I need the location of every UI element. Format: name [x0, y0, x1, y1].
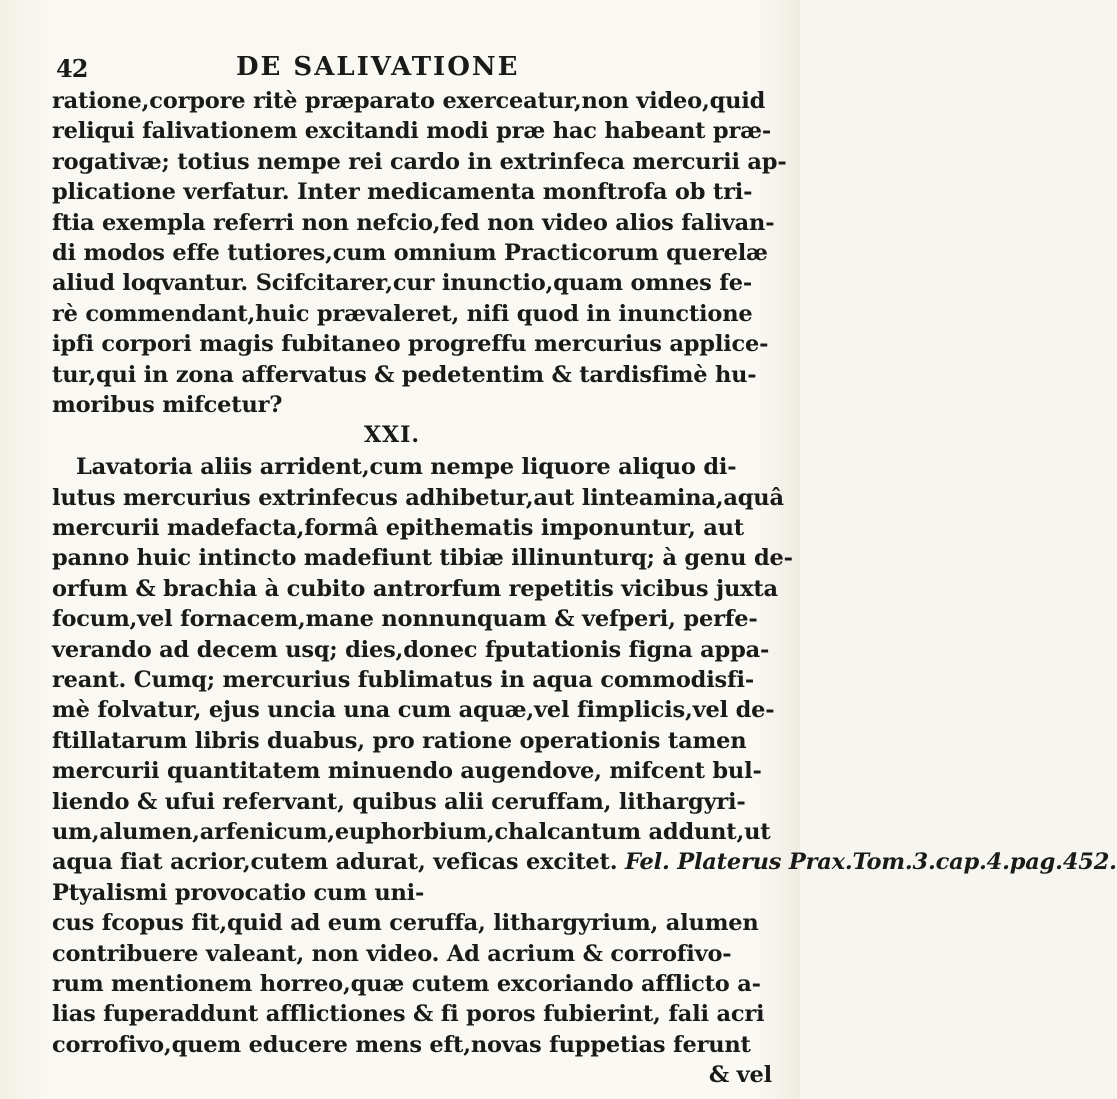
text-line: rum mentionem horreo,quæ cutem excoriando afflicto a-	[52, 970, 761, 997]
text-line: rogativæ; totius nempe rei cardo in extrinfeca mercurii ap-	[52, 148, 787, 175]
text-line: reant. Cumq; mercurius fublimatus in aqua commodisfi-	[52, 667, 754, 694]
text-line: ratione,corpore ritè præparato exerceatur,non video,quid	[52, 88, 766, 114]
text-line: um,alumen,arfenicum,euphorbium,chalcantum addunt,ut	[52, 818, 771, 845]
text-line: ipfi corpori magis fubitaneo progreffu mercurius applice-	[52, 331, 769, 358]
text-line: aliud loqvantur. Scifcitarer,cur inunctio,quam omnes fe-	[52, 270, 753, 297]
text-line: corrofivo,quem educere mens eft,novas fuppetias ferunt	[52, 1031, 751, 1058]
page-number: 42	[56, 54, 88, 83]
text-line: contribuere valeant, non video. Ad acrium & corrofivo-	[52, 940, 732, 967]
text-line: cus fcopus fit,quid ad eum ceruffa, lithargyrium, alumen	[52, 910, 759, 937]
text-line: ftillatarum libris duabus, pro ratione operationis tamen	[52, 727, 747, 754]
text-line: panno huic intincto madefiunt tibiæ illinunturq; à genu de-	[52, 545, 793, 572]
text-line: focum,vel fornacem,mane nonnunquam & vefperi, perfe-	[52, 606, 758, 633]
citation-reference: Fel. Platerus Prax.Tom.3.cap.4.pag.452.	[624, 849, 1117, 876]
catchword: & vel	[708, 1062, 772, 1089]
text-line: plicatione verfatur. Inter medicamenta monftrofa ob tri-	[52, 179, 753, 206]
text-line: rè commendant,huic prævaleret, nifi quod in inunctione	[52, 300, 753, 327]
text-line: moribus mifcetur?	[52, 391, 283, 418]
text-line: mercurii madefacta,formâ epithematis imponuntur, aut	[52, 515, 745, 542]
text-line: orfum & brachia à cubito antrorfum repetitis vicibus juxta	[52, 575, 778, 602]
page-header	[56, 52, 756, 88]
text-line: mè folvatur, ejus uncia una cum aquæ,vel fimplicis,vel de-	[52, 697, 775, 724]
text-line: Ptyalismi provocatio cum uni-	[52, 879, 425, 906]
running-title: DE SALIVATIONE	[236, 52, 520, 82]
text-line: mercurii quantitatem minuendo augendove, mifcent bul-	[52, 758, 762, 785]
body-text	[52, 86, 1117, 1091]
text-line: reliqui falivationem excitandi modi præ hac habeant præ-	[52, 118, 771, 145]
text-fragment: aqua fiat acrior,cutem adurat, veficas excitet.	[52, 849, 618, 876]
text-line: Lavatoria aliis arrident,cum nempe liquore aliquo di-	[76, 454, 737, 481]
text-line: liendo & ufui refervant, quibus alii ceruffam, lithargyri-	[52, 788, 746, 815]
text-line: verando ad decem usq; dies,donec fputationis figna appa-	[52, 636, 770, 663]
text-line: di modos effe tutiores,cum omnium Practicorum querelæ	[52, 239, 768, 266]
text-line-with-reference	[52, 847, 1117, 877]
text-line: lutus mercurius extrinfecus adhibetur,aut linteamina,aquâ	[52, 484, 784, 511]
text-line: tur,qui in zona affervatus & pedetentim & tardisfimè hu-	[52, 361, 757, 388]
section-heading: XXI.	[363, 422, 421, 449]
text-line: lias fuperaddunt afflictiones & fi poros fubierint, fali acri	[52, 1001, 765, 1028]
text-line: ftia exempla referri non nefcio,fed non video alios falivan-	[52, 209, 775, 236]
